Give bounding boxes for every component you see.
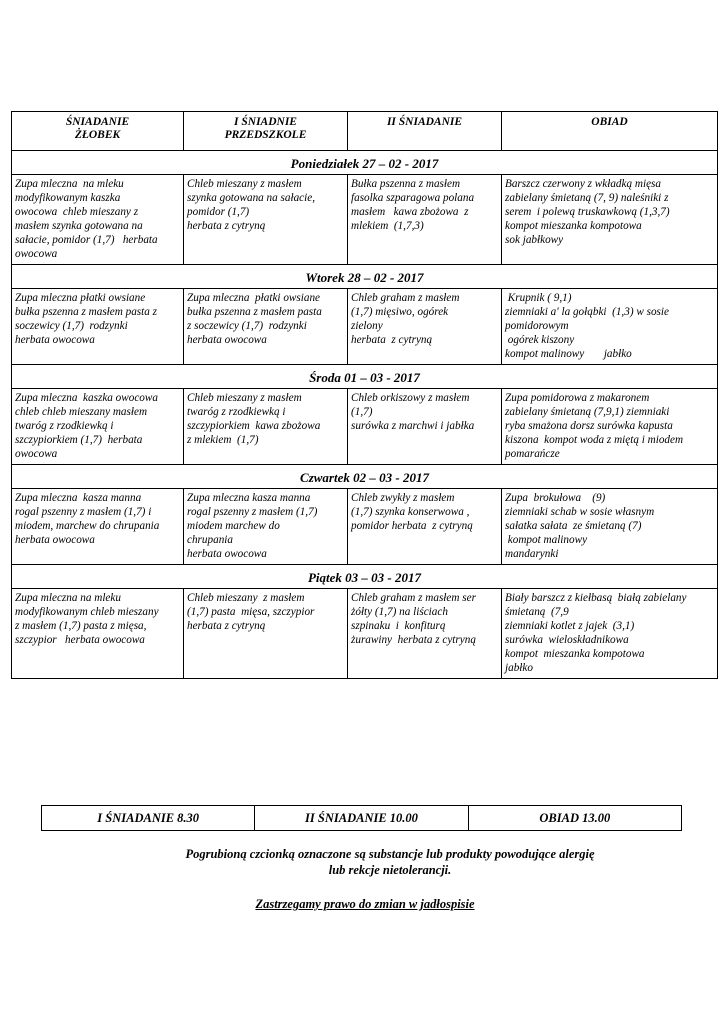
meal-line: Zupa mleczna kaszka owocowa [15, 392, 158, 404]
day-title-row [12, 465, 718, 489]
meal-line: chrupania [187, 534, 233, 546]
meal-line: owocowa [15, 248, 58, 260]
allergen-note [100, 846, 680, 878]
reserve-rights-note: Zastrzegamy prawo do zmian w jadłospisie [255, 897, 475, 911]
meals-row [12, 589, 718, 679]
header-row [12, 112, 718, 151]
meal-cell-lunch [502, 589, 718, 679]
meal-line: serem i polewą truskawkową (1,3,7) [505, 206, 670, 218]
meal-line: Biały barszcz z kiełbasą białą zabielany [505, 592, 687, 604]
allergen-note-line: Pogrubioną czcionką oznaczone są substancje lub produkty powodujące alergię [185, 847, 595, 861]
meal-time-lunch: OBIAD 13.00 [469, 806, 682, 830]
meal-line: miodem marchew do [187, 520, 280, 532]
meal-line: z masłem (1,7) pasta z mięsa, [15, 620, 147, 632]
meal-line: ziemniaki a' la gołąbki (1,3) w sosie [505, 306, 669, 318]
day-title: Wtorek 28 – 02 - 2017 [12, 265, 718, 289]
meal-line: z mlekiem (1,7) [187, 434, 259, 446]
day-title: Poniedziałek 27 – 02 - 2017 [12, 151, 718, 175]
header-line: I ŚNIADNIE PRZEDSZKOLE [224, 116, 307, 141]
meal-line: Chleb orkiszowy z masłem [351, 392, 470, 404]
day-title-row [12, 565, 718, 589]
meal-cell-lunch [502, 489, 718, 565]
meal-line: Zupa mleczna kasza manna [187, 492, 311, 504]
meal-line: (1,7) [351, 406, 373, 418]
meal-line: z soczewicy (1,7) rodzynki [187, 320, 307, 332]
meal-line: Chleb mieszany z masłem [187, 592, 305, 604]
meal-line: miodem, marchew do chrupania [15, 520, 160, 532]
meal-line: ziemniaki schab w sosie własnym [505, 506, 655, 518]
meals-row [12, 489, 718, 565]
meal-line: bułka pszenna z masłem pasta [187, 306, 322, 318]
meal-cell-breakfast-preschool [184, 389, 348, 465]
meal-line: kompot malinowy [505, 534, 588, 546]
meal-cell-breakfast-nursery [12, 175, 184, 265]
day-title-row [12, 151, 718, 175]
meal-line: sałatka sałata ze śmietaną (7) [505, 520, 642, 532]
meal-line: bułka pszenna z masłem pasta z [15, 306, 158, 318]
meal-line: herbata z cytryną [187, 220, 266, 232]
meal-cell-breakfast-nursery [12, 289, 184, 365]
meal-line: żółty (1,7) na liściach [351, 606, 448, 618]
header-line: II ŚNIADANIE [386, 116, 463, 128]
meal-line: szczypiorkiem (1,7) herbata [15, 434, 143, 446]
meal-line: owocowa chleb mieszany z [15, 206, 139, 218]
meal-line: szczypiorkiem kawa zbożowa [187, 420, 321, 432]
meal-line: kompot mieszanka kompotowa [505, 648, 645, 660]
meal-line: Zupa mleczna płatki owsiane [187, 292, 320, 304]
meal-line: Chleb graham z masłem ser [351, 592, 476, 604]
meal-line: Zupa pomidorowa z makaronem [505, 392, 650, 404]
header-breakfast-nursery [12, 112, 184, 151]
meal-line: pomidor herbata z cytryną [351, 520, 473, 532]
meal-line: Zupa brokułowa (9) [505, 492, 606, 504]
meal-line: Zupa mleczna płatki owsiane [15, 292, 146, 304]
meal-cell-second-breakfast [348, 289, 502, 365]
meal-time-second-breakfast: II ŚNIADANIE 10.00 [255, 806, 468, 830]
meal-line: śmietaną (7,9 [505, 606, 569, 618]
meal-line: (1,7) szynka konserwowa , [351, 506, 470, 518]
meal-line: masłem kawa zbożowa z [351, 206, 469, 218]
meal-line: zabielany śmietaną (7,9,1) ziemniaki [505, 406, 670, 418]
meal-times-bar [41, 805, 682, 831]
meal-line: zabielany śmietaną (7, 9) naleśniki z [505, 192, 669, 204]
meal-line: fasolka szparagowa polana [351, 192, 475, 204]
meal-line: kompot malinowy jabłko [505, 348, 632, 360]
meal-line: rogal pszenny z masłem (1,7) [187, 506, 318, 518]
header-lunch [502, 112, 718, 151]
meal-line: zielony [351, 320, 383, 332]
meal-line: Chleb mieszany z masłem [187, 392, 302, 404]
meal-line: herbata owocowa [15, 534, 95, 546]
meal-line: (1,7) mięsiwo, ogórek [351, 306, 449, 318]
meal-line: Zupa mleczna kasza manna [15, 492, 142, 504]
meal-cell-second-breakfast [348, 389, 502, 465]
meal-cell-lunch [502, 389, 718, 465]
meal-line: modyfikowanym kaszka [15, 192, 121, 204]
meal-cell-breakfast-preschool [184, 589, 348, 679]
meal-line: owocowa [15, 448, 58, 460]
meal-cell-breakfast-nursery [12, 389, 184, 465]
meal-line: Krupnik ( 9,1) [505, 292, 572, 304]
meal-line: modyfikowanym chleb mieszany [15, 606, 159, 618]
meal-line: rogal pszenny z masłem (1,7) i [15, 506, 152, 518]
meal-cell-lunch [502, 175, 718, 265]
meal-line: surówka z marchwi i jabłka [351, 420, 475, 432]
meal-cell-second-breakfast [348, 589, 502, 679]
meal-cell-breakfast-preschool [184, 489, 348, 565]
meal-line: sałacie, pomidor (1,7) herbata [15, 234, 158, 246]
meal-line: szynka gotowana na sałacie, [187, 192, 316, 204]
meal-line: szczypior herbata owocowa [15, 634, 145, 646]
meal-line: Zupa mleczna na mleku [15, 178, 124, 190]
meal-line: Bułka pszenna z masłem [351, 178, 461, 190]
meal-cell-second-breakfast [348, 175, 502, 265]
meal-line: herbata owocowa [187, 334, 267, 346]
meal-line: żurawiny herbata z cytryną [351, 634, 476, 646]
meal-cell-breakfast-nursery [12, 489, 184, 565]
meal-line: (1,7) pasta mięsa, szczypior [187, 606, 315, 618]
meal-cell-breakfast-preschool [184, 289, 348, 365]
meal-line: mandarynki [505, 548, 559, 560]
menu-body [12, 151, 718, 679]
meal-line: herbata owocowa [15, 334, 95, 346]
meal-line: pomidor (1,7) [187, 206, 250, 218]
meal-line: herbata z cytryną [351, 334, 433, 346]
day-title: Piątek 03 – 03 - 2017 [12, 565, 718, 589]
header-line: ŚNIADANIE ŻŁOBEK [65, 116, 130, 141]
menu-table [11, 111, 718, 679]
meals-row [12, 389, 718, 465]
meal-cell-breakfast-nursery [12, 589, 184, 679]
meal-time-first-breakfast: I ŚNIADANIE 8.30 [42, 806, 255, 830]
meal-line: masłem szynka gotowana na [15, 220, 143, 232]
meal-line: twaróg z rzodkiewką i [187, 406, 286, 418]
header-breakfast-preschool [184, 112, 348, 151]
meal-line: surówka wieloskładnikowa [505, 634, 629, 646]
header-line: OBIAD [591, 116, 628, 128]
meal-line: ogórek kiszony [505, 334, 575, 346]
day-title: Czwartek 02 – 03 - 2017 [12, 465, 718, 489]
meal-line: kompot mieszanka kompotowa [505, 220, 642, 232]
meal-line: pomarańcze [505, 448, 560, 460]
meal-cell-second-breakfast [348, 489, 502, 565]
meals-row [12, 175, 718, 265]
meal-line: soczewicy (1,7) rodzynki [15, 320, 128, 332]
day-title-row [12, 265, 718, 289]
day-title: Środa 01 – 03 - 2017 [12, 365, 718, 389]
meal-line: chleb chleb mieszany masłem [15, 406, 148, 418]
meal-line: Chleb graham z masłem [351, 292, 460, 304]
meal-cell-lunch [502, 289, 718, 365]
meal-line: jabłko [505, 662, 533, 674]
meal-line: herbata owocowa [187, 548, 267, 560]
meal-cell-breakfast-preschool [184, 175, 348, 265]
meal-line: twaróg z rzodkiewką i [15, 420, 114, 432]
allergen-note-line: lub rekcje nietolerancji. [328, 863, 452, 877]
header-second-breakfast [348, 112, 502, 151]
meal-line: Chleb zwykły z masłem [351, 492, 455, 504]
meal-line: sok jabłkowy [505, 234, 564, 246]
meals-row [12, 289, 718, 365]
meal-line: Chleb mieszany z masłem [187, 178, 302, 190]
meal-line: ziemniaki kotlet z jajek (3,1) [505, 620, 635, 632]
day-title-row [12, 365, 718, 389]
meal-line: mlekiem (1,7,3) [351, 220, 424, 232]
meal-line: ryba smażona dorsz surówka kapusta [505, 420, 673, 432]
meal-line: pomidorowym [505, 320, 569, 332]
meal-line: Barszcz czerwony z wkładką mięsa [505, 178, 661, 190]
meal-line: Zupa mleczna na mleku [15, 592, 121, 604]
meal-line: kiszona kompot woda z miętą i miodem [505, 434, 684, 446]
meal-line: szpinaku i konfiturą [351, 620, 446, 632]
meal-line: herbata z cytryną [187, 620, 266, 632]
